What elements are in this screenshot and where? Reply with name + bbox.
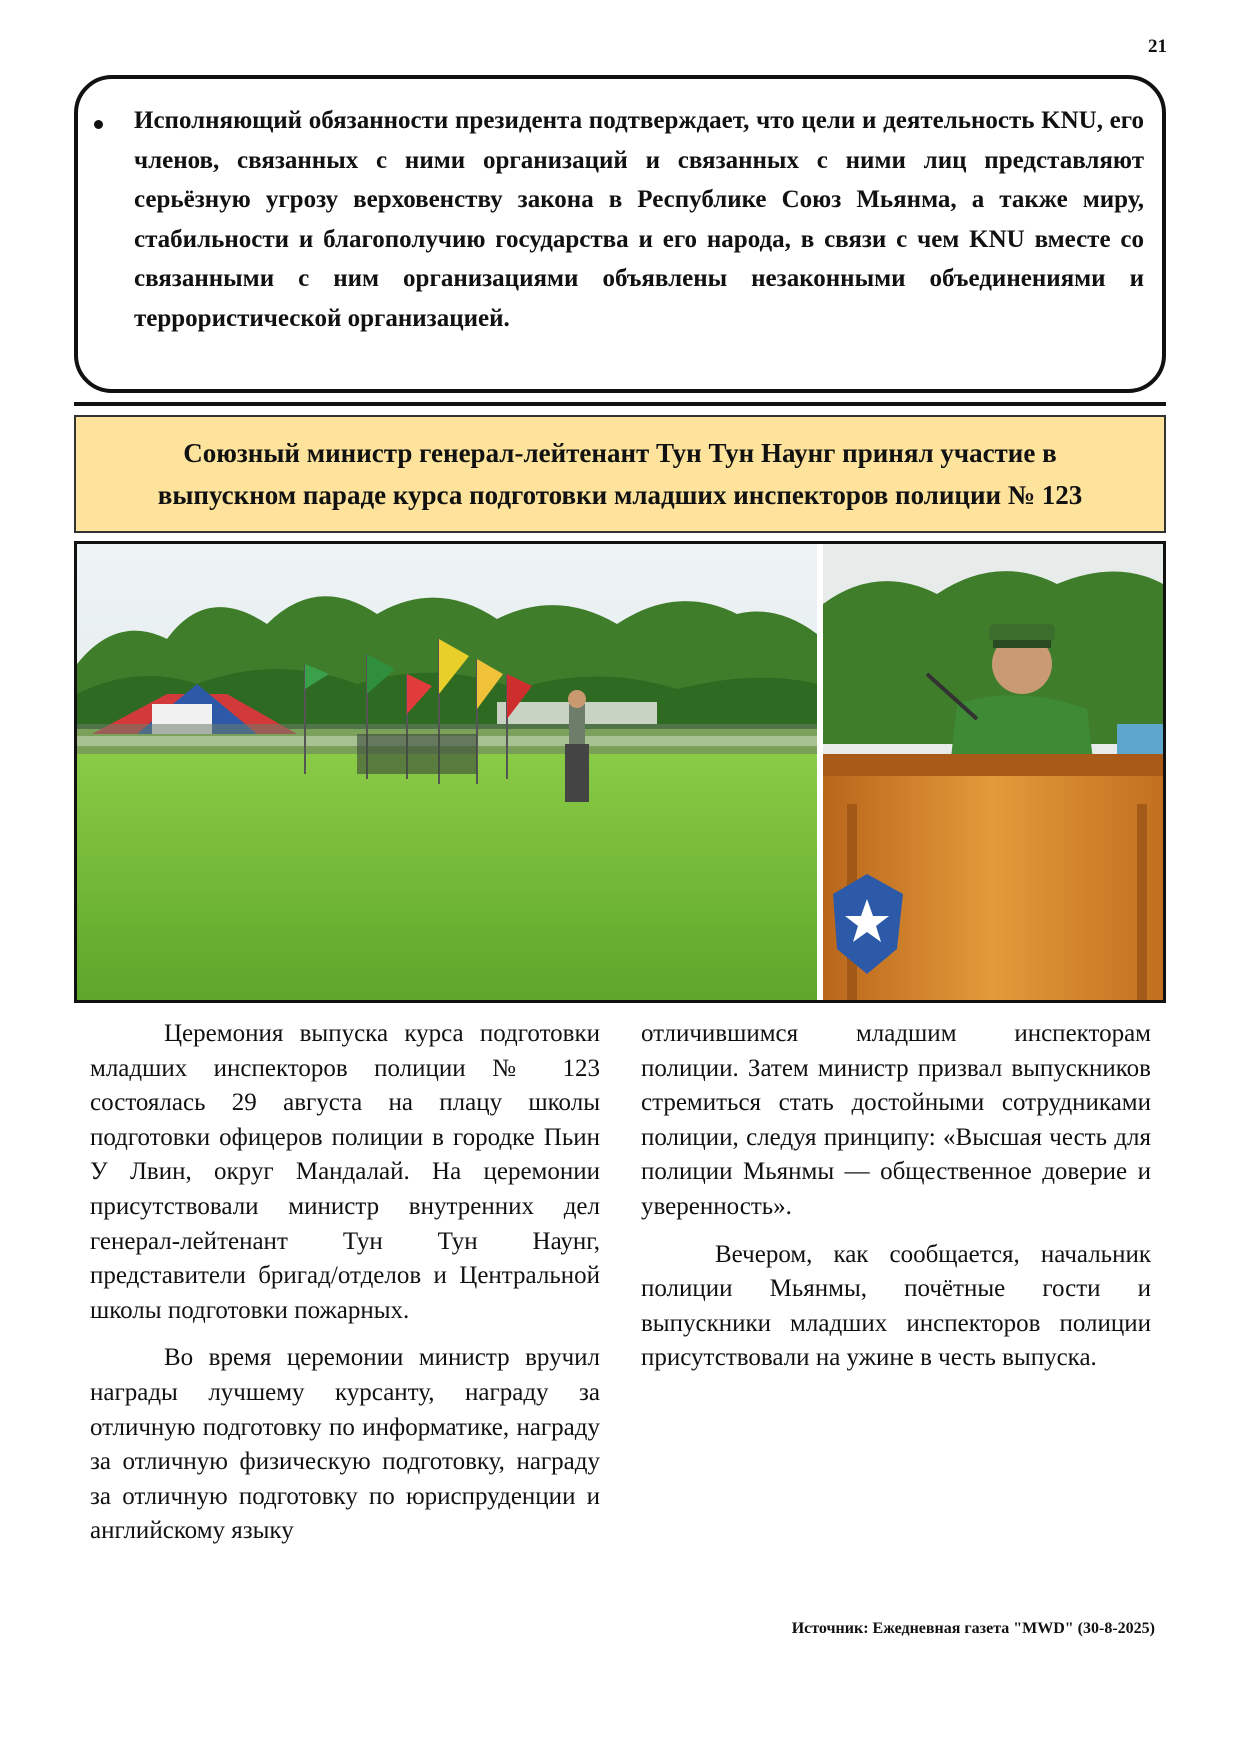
section-divider [74,402,1166,406]
article-headline [150,432,1090,516]
page-number: 21 [1148,36,1167,57]
podium-scene [823,544,1163,1000]
article-paragraph-2: Во время церемонии министр вручил награды лучшему курсанту, награду за отличную подготовку по информатике, награду за отличную физическую подготовку, награду за отличную подготовку по юриспруденции и английскому языку [90,1344,601,1545]
article-column-left [90,1017,600,1562]
bullet-dot-icon [94,120,103,129]
article-photo [74,541,1166,1003]
photo-illustration [77,544,1163,1000]
headline-line-1: Союзный министр генерал-лейтенант Тун Тун Наунг принял участие в [183,438,1057,468]
bullet-item: Исполняющий обязанности президента подтверждает, что цели и деятельность KNU, его членов, связанных с ними организаций и связанных с ними лиц представляют серьёзную угрозу верховенству закона в Республике Союз Мьянма, а также миру, стабильности и благополучию государства и его народа, в связи с чем KNU вместе со связанными с ним организациями объявлены незаконными объединениями и террористической организацией. [134,107,1144,332]
source-credit: Источник: Ежедневная газета "MWD" (30-8-2025) [791,1620,1155,1637]
parade-scene [77,544,817,1000]
headline-box [74,415,1166,533]
article-paragraph-2-continued: отличившимся младшим инспекторам полиции. Затем министр призвал выпускников стремиться стать достойными сотрудниками полиции, следуя принципу: «Высшая честь для полиции Мьянмы — общественное доверие и уверенность». [641,1020,1152,1220]
bullet-callout-box [74,75,1166,393]
article-column-right [641,1017,1151,1389]
headline-line-2: выпускном параде курса подготовки младших инспекторов полиции № 123 [157,480,1083,510]
article-paragraph-3: Вечером, как сообщается, начальник полиции Мьянмы, почётные гости и выпускники младших инспекторов полиции присутствовали на ужине в честь выпуска. [641,1240,1152,1372]
article-paragraph-1: Церемония выпуска курса подготовки младших инспекторов полиции № 123 состоялась 29 августа на плацу школы подготовки офицеров полиции в городке Пьин У Лвин, округ Мандалай. На церемонии присутствовали министр внутренних дел генерал-лейтенант Тун Тун Наунг, представители бригад/отделов и Центральной школы подготовки пожарных. [90,1020,601,1324]
